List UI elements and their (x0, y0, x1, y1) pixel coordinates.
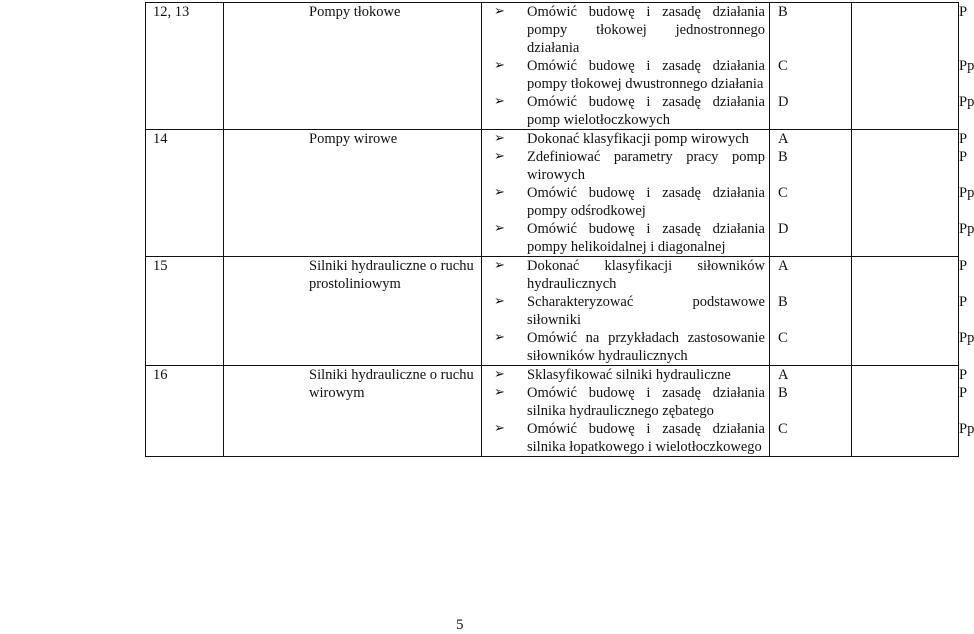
table-row (146, 130, 959, 257)
page-number: 5 (456, 617, 464, 633)
category-cell: P Pp Pp (852, 3, 959, 130)
lesson-name-cell: Pompy wirowe (224, 130, 482, 257)
goal-item (494, 293, 765, 329)
requirement-level: A (778, 131, 789, 147)
goal-item (494, 420, 765, 456)
goals-cell (482, 257, 770, 366)
lesson-name-cell: Pompy tłokowe (224, 3, 482, 130)
requirement-level: D (778, 94, 789, 110)
table-body (146, 3, 974, 457)
category-cell: P P Pp (852, 366, 959, 457)
goal-item (494, 329, 765, 365)
goal-text: Omówić na przykładach zastosowanie siłowników hydraulicznych (527, 330, 765, 364)
requirement-level: C (778, 421, 788, 437)
requirement-level: A (778, 367, 789, 383)
goal-text: Sklasyfikować silniki hydrauliczne (527, 367, 731, 383)
goal-item (494, 220, 765, 256)
table-row (146, 366, 959, 457)
arrowhead-bullet-icon: ➢ (494, 94, 505, 109)
goal-item (494, 184, 765, 220)
lesson-name-cell: Silniki hydrauliczne o ruchu prostoliniowym (224, 257, 482, 366)
lesson-number-cell: 12, 13 (146, 3, 224, 130)
goal-item (494, 130, 765, 148)
requirement-level: B (778, 385, 788, 401)
requirement-level: B (778, 4, 788, 20)
goal-text: Dokonać klasyfikacji siłowników hydraulicznych (527, 258, 765, 292)
requirement-level-cell (770, 366, 852, 457)
arrowhead-bullet-icon: ➢ (494, 185, 505, 200)
requirement-level: B (778, 149, 788, 165)
arrowhead-bullet-icon: ➢ (494, 421, 505, 436)
lesson-number-cell: 14 (146, 130, 224, 257)
goal-item (494, 148, 765, 184)
arrowhead-bullet-icon: ➢ (494, 221, 505, 236)
table-row (146, 3, 959, 130)
goal-text: Omówić budowę i zasadę działania pompy odśrodkowej (527, 185, 765, 219)
requirement-level: C (778, 330, 788, 346)
lesson-name-cell: Silniki hydrauliczne o ruchu wirowym (224, 366, 482, 457)
category-cell: P P Pp Pp (852, 130, 959, 257)
arrowhead-bullet-icon: ➢ (494, 58, 505, 73)
requirement-level: C (778, 185, 788, 201)
goal-text: Omówić budowę i zasadę działania pomp wielotłoczkowych (527, 94, 765, 128)
arrowhead-bullet-icon: ➢ (494, 149, 505, 164)
lesson-number-cell: 16 (146, 366, 224, 457)
requirement-level-cell (770, 257, 852, 366)
goal-text: Zdefiniować parametry pracy pomp wirowych (527, 149, 765, 183)
requirement-level: B (778, 294, 788, 310)
goal-text: Dokonać klasyfikacji pomp wirowych (527, 131, 749, 147)
lesson-number-cell: 15 (146, 257, 224, 366)
goal-text: Scharakteryzować podstawowe siłowniki (527, 294, 765, 328)
goal-item (494, 3, 765, 57)
requirement-level-cell (770, 3, 852, 130)
curriculum-table (145, 2, 974, 457)
table-row (146, 257, 959, 366)
requirement-level: D (778, 221, 789, 237)
goal-item (494, 384, 765, 420)
goal-item (494, 257, 765, 293)
requirement-level: C (778, 58, 788, 74)
arrowhead-bullet-icon: ➢ (494, 330, 505, 345)
requirement-level: A (778, 258, 789, 274)
goals-cell (482, 130, 770, 257)
goal-text: Omówić budowę i zasadę działania silnika łopatkowego i wielotłoczkowego (527, 421, 765, 455)
goal-item (494, 57, 765, 93)
arrowhead-bullet-icon: ➢ (494, 294, 505, 309)
goals-cell (482, 3, 770, 130)
goal-item (494, 366, 765, 384)
goal-text: Omówić budowę i zasadę działania silnika hydraulicznego zębatego (527, 385, 765, 419)
goals-cell (482, 366, 770, 457)
arrowhead-bullet-icon: ➢ (494, 258, 505, 273)
arrowhead-bullet-icon: ➢ (494, 131, 505, 146)
requirement-level-cell (770, 130, 852, 257)
arrowhead-bullet-icon: ➢ (494, 385, 505, 400)
arrowhead-bullet-icon: ➢ (494, 4, 505, 19)
goal-text: Omówić budowę i zasadę działania pompy tłokowej dwustronnego działania (527, 58, 765, 92)
arrowhead-bullet-icon: ➢ (494, 367, 505, 382)
goal-text: Omówić budowę i zasadę działania pompy tłokowej jednostronnego działania (527, 4, 765, 56)
category-cell: P P Pp (852, 257, 959, 366)
goal-text: Omówić budowę i zasadę działania pompy helikoidalnej i diagonalnej (527, 221, 765, 255)
goal-item (494, 93, 765, 129)
